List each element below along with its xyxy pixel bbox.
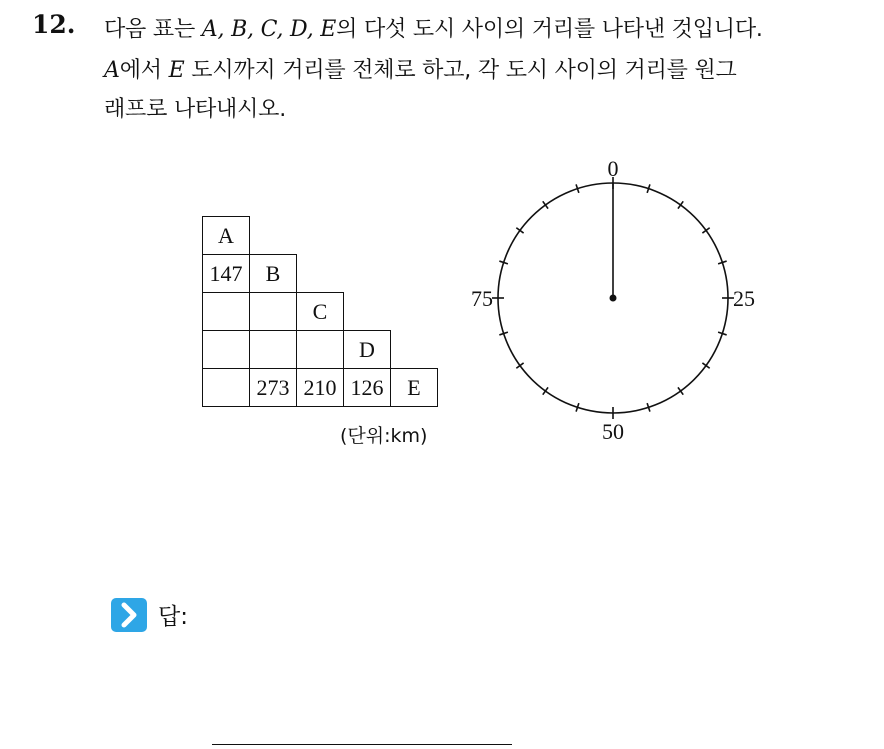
question-line-3: 래프로 나타내시오.: [104, 97, 287, 122]
blank-circle-graph: [455, 150, 775, 450]
center-dot: [610, 295, 617, 302]
city-variable-a: A: [104, 58, 120, 83]
table-cell: [250, 331, 297, 369]
tick-mark: [516, 228, 523, 233]
question-text: 도시까지 거리를 전체로 하고, 각 도시 사이의 거리를 원그: [184, 58, 737, 83]
table-cell: 126: [344, 369, 391, 407]
table-cell: A: [203, 217, 250, 255]
chevron-right-icon: [110, 597, 148, 633]
tick-mark: [543, 201, 548, 208]
answer-blank[interactable]: [212, 744, 512, 745]
label-top: 0: [607, 156, 619, 181]
answer-label: 답:: [158, 604, 188, 630]
city-variables: A, B, C, D, E: [201, 17, 337, 42]
table-cell: [203, 369, 250, 407]
table-cell: D: [344, 331, 391, 369]
question-text: 에서: [119, 58, 169, 83]
question-text: 의 다섯 도시 사이의 거리를 나타낸 것입니다.: [336, 17, 763, 42]
table-cell: 147: [203, 255, 250, 293]
question-line-1: [104, 12, 763, 43]
distance-table: [202, 216, 438, 407]
table-cell: [250, 293, 297, 331]
question-text: 다음 표는: [104, 17, 202, 42]
tick-mark: [678, 201, 683, 208]
tick-mark: [543, 387, 548, 394]
table-cell: B: [250, 255, 297, 293]
question-number: 12.: [32, 10, 76, 39]
unit-label: (단위:km): [340, 425, 428, 447]
question-line-2: [104, 53, 737, 84]
label-left: 75: [471, 286, 493, 311]
label-right: 25: [733, 286, 755, 311]
city-variable-e: E: [168, 58, 185, 83]
tick-mark: [702, 228, 709, 233]
table-cell: E: [391, 369, 438, 407]
table-cell: [297, 331, 344, 369]
table-cell: 273: [250, 369, 297, 407]
table-cell: C: [297, 293, 344, 331]
tick-mark: [516, 363, 523, 368]
tick-mark: [678, 387, 683, 394]
tick-mark: [702, 363, 709, 368]
table-cell: [203, 331, 250, 369]
label-bottom: 50: [602, 419, 624, 444]
table-cell: 210: [297, 369, 344, 407]
table-cell: [203, 293, 250, 331]
